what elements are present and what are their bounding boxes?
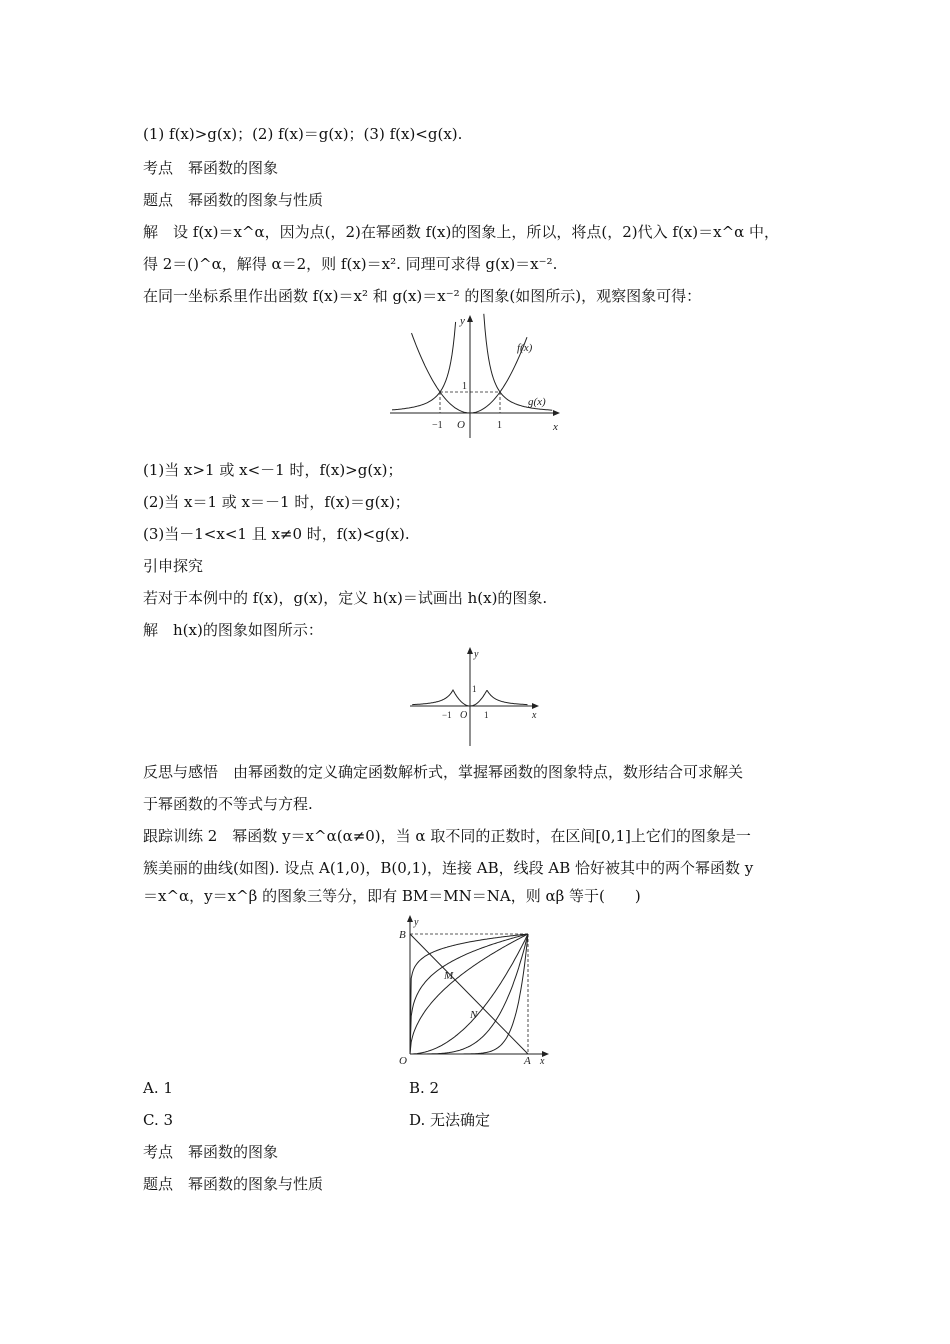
subtopic-label-2: 题点 幂函数的图象与性质 [143,1175,324,1193]
segment-ab [410,934,528,1054]
x-neg-one-label: −1 [432,420,443,431]
answer-options [143,1078,743,1138]
f-label: f(x) [517,342,533,354]
y-axis-arrow [407,915,413,922]
power-family-svg [396,912,554,1068]
y-one-label: 1 [472,684,477,694]
option-b[interactable]: B. 2 [409,1079,440,1097]
topic-label: 考点 幂函数的图象 [143,159,279,177]
figure-f-g-graph [390,312,565,444]
point-n-label: N [470,1009,478,1021]
x-one-label: 1 [484,710,489,720]
h-graph-svg [408,644,543,748]
f-g-graph-svg [390,312,565,440]
conclusion-1: (1)当 x>1 或 x<－1 时，f(x)>g(x)； [143,461,403,479]
exercise-line-2: 簇美丽的曲线(如图). 设点 A(1,0)，B(0,1)，连接 AB，线段 AB 恰好被其中的两个幂函数 y [143,859,754,877]
origin-label: O [457,419,465,431]
y-label: y [414,917,419,928]
x-axis-arrow [553,410,560,416]
solution-line-2: 得 2＝()^α，解得 α＝2，则 f(x)＝x². 同理可求得 g(x)＝x⁻². [143,255,558,273]
x-label: x [532,710,537,721]
y-one-label: 1 [462,381,467,392]
y-label: y [460,315,465,327]
extension-heading: 引申探究 [143,557,204,575]
point-m-label: M [444,970,454,982]
answer-summary: (1) f(x)>g(x)；(2) f(x)＝g(x)；(3) f(x)<g(x). [143,125,463,143]
option-c[interactable]: C. 3 [143,1111,174,1129]
figure-h-graph [408,644,543,752]
x-label: x [553,421,558,433]
exercise-line-3: ＝x^α，y＝x^β 的图象三等分，即有 BM＝MN＝NA，则 αβ 等于( ) [143,887,641,905]
option-a[interactable]: A. 1 [143,1079,173,1097]
point-o-label: O [399,1055,407,1067]
conclusion-2: (2)当 x＝1 或 x＝－1 时，f(x)＝g(x)； [143,493,410,511]
extension-solution: 解 h(x)的图象如图所示： [143,621,323,639]
x-one-label: 1 [497,420,502,431]
conclusion-3: (3)当－1<x<1 且 x≠0 时，f(x)<g(x). [143,525,410,543]
y-label: y [474,649,479,660]
point-b-label: B [399,929,406,941]
extension-question: 若对于本例中的 f(x)，g(x)，定义 h(x)＝试画出 h(x)的图象. [143,589,548,607]
point-a-label: A [524,1055,531,1067]
topic-label-2: 考点 幂函数的图象 [143,1143,279,1161]
figure-power-family [396,912,554,1072]
exercise-line-1: 跟踪训练 2 幂函数 y＝x^α(α≠0)，当 α 取不同的正数时，在区间[0,1]上它们的图象是一 [143,827,751,845]
y-axis-arrow [467,315,473,322]
origin-label: O [460,710,468,721]
g-label: g(x) [528,396,546,408]
reflection-line-1: 反思与感悟 由幂函数的定义确定函数解析式，掌握幂函数的图象特点，数形结合可求解关 [143,763,744,781]
y-axis-arrow [467,647,473,654]
g-curve-left [392,322,456,410]
subtopic-label: 题点 幂函数的图象与性质 [143,191,324,209]
reflection-line-2: 于幂函数的不等式与方程. [143,795,313,813]
x-label: x [540,1056,545,1067]
solution-line-3: 在同一坐标系里作出函数 f(x)＝x² 和 g(x)＝x⁻² 的图象(如图所示)，观察图象可得： [143,287,702,305]
x-axis-arrow [532,703,539,709]
x-neg-one-label: −1 [442,710,452,720]
solution-line-1: 解 设 f(x)＝x^α，因为点(，2)在幂函数 f(x)的图象上，所以，将点(，2)代入 f(x)＝x^α 中， [143,223,780,241]
option-d[interactable]: D. 无法确定 [409,1111,491,1129]
